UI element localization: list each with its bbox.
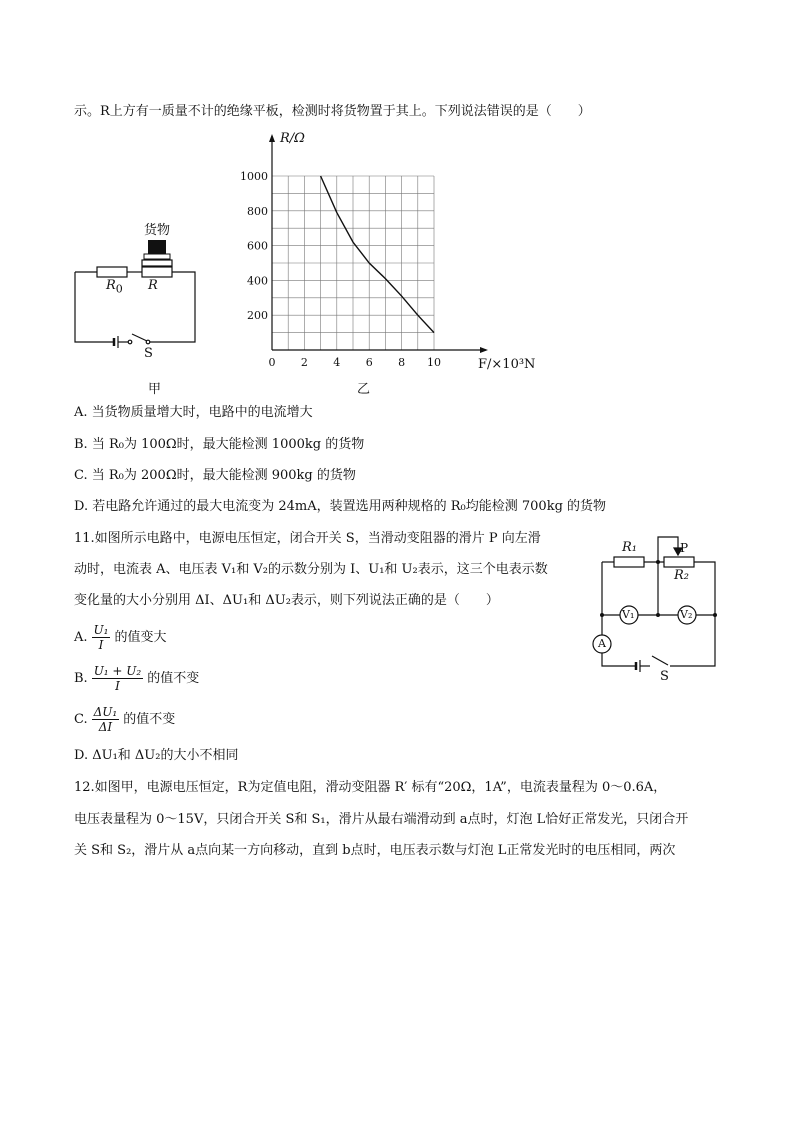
resistor-r xyxy=(142,267,172,277)
q11-stem-1: 11.如图所示电路中，电源电压恒定，闭合开关 S，当滑动变阻器的滑片 P 向左滑 xyxy=(74,531,541,546)
y-tick-label: 200 xyxy=(247,309,268,323)
y-tick-label: 800 xyxy=(247,204,268,218)
x-axis-label: F/×10³N xyxy=(478,357,536,372)
q10-option-d: D. 若电路允许通过的最大电流变为 24mA，装置选用两种规格的 R₀均能检测 700kg 的货物 xyxy=(74,499,607,514)
r1-label: R₁ xyxy=(622,540,637,555)
r-label: R xyxy=(148,278,158,293)
q11-stem-2: 动时，电流表 A、电压表 V₁和 V₂的示数分别为 I、U₁和 U₂表示，这三个电表示数 xyxy=(74,562,548,577)
resistor-r2 xyxy=(664,557,694,567)
q11-option-b: B. $\frac{\text{U₁ + U₂}}{I}$ 的值不变 xyxy=(74,664,200,693)
circuit-q11 xyxy=(596,535,726,685)
x-tick-label: 4 xyxy=(333,356,341,369)
v2-label: V₂ xyxy=(680,608,693,621)
y-tick-label: 600 xyxy=(247,239,268,253)
cargo-label: 货物 xyxy=(144,223,171,238)
y-tick-label: 400 xyxy=(247,274,268,288)
q11-option-c: C. $\frac{\text{ΔU₁}}{\Delta I}$ 的值不变 xyxy=(74,705,176,734)
q10-option-a: A. 当货物质量增大时，电路中的电流增大 xyxy=(74,405,313,420)
y-axis-arrow xyxy=(269,134,275,142)
fraction-b: $\frac{\text{U₁ + U₂}}{I}$ xyxy=(93,664,142,693)
x-tick-label: 0 xyxy=(268,356,276,369)
resistor-r0 xyxy=(97,267,127,277)
series-line xyxy=(321,176,434,333)
y-axis-label: R/Ω xyxy=(280,131,305,146)
circuit-jia xyxy=(70,210,210,400)
x-tick-label: 10 xyxy=(427,356,441,369)
switch-label: S xyxy=(144,346,153,361)
x-tick-label: 6 xyxy=(365,356,373,369)
q10-intro: 示。R上方有一质量不计的绝缘平板，检测时将货物置于其上。下列说法错误的是（ ） xyxy=(74,104,591,119)
resistor-r1 xyxy=(614,557,644,567)
q11-option-d: D. ΔU₁和 ΔU₂的大小不相同 xyxy=(74,748,239,763)
q12-line-1: 12.如图甲，电源电压恒定，R为定值电阻，滑动变阻器 R′ 标有“20Ω，1A”，电流表量程为 0～0.6A， xyxy=(74,780,667,795)
graph-yi xyxy=(230,128,550,388)
caption-jia: 甲 xyxy=(148,382,162,397)
v1-label: V₁ xyxy=(622,608,635,621)
q12-line-3: 关 S和 S₂，滑片从 a点向某一方向移动，直到 b点时，电压表示数与灯泡 L正常发光时的电压相同，两次 xyxy=(74,843,676,858)
q10-option-b: B. 当 R₀为 100Ω时，最大能检测 1000kg 的货物 xyxy=(74,437,365,452)
cargo-block xyxy=(148,240,166,254)
s-label: S xyxy=(660,669,669,684)
p-label: P xyxy=(680,541,689,555)
x-axis-arrow xyxy=(480,347,488,353)
q11-option-a: A. $\frac{\text{U₁}}{I}$ 的值变大 xyxy=(74,623,167,652)
q12-line-2: 电压表量程为 0～15V，只闭合开关 S和 S₁，滑片从最右端滑动到 a点时，灯泡 L恰好正常发光，只闭合开 xyxy=(74,812,689,827)
q11-stem-3: 变化量的大小分别用 ΔI、ΔU₁和 ΔU₂表示，则下列说法正确的是（ ） xyxy=(74,593,499,608)
q10-option-c: C. 当 R₀为 200Ω时，最大能检测 900kg 的货物 xyxy=(74,468,356,483)
x-tick-label: 8 xyxy=(398,356,406,369)
fraction-c: $\frac{\text{ΔU₁}}{\Delta I}$ xyxy=(93,705,118,734)
x-tick-label: 2 xyxy=(300,356,308,369)
y-tick-label: 1000 xyxy=(240,170,268,183)
fraction-a: $\frac{\text{U₁}}{I}$ xyxy=(93,623,109,652)
r2-label: R₂ xyxy=(674,568,689,583)
caption-yi: 乙 xyxy=(357,382,371,397)
a-label: A xyxy=(598,637,606,650)
r0-label: $R_0$ xyxy=(106,278,123,296)
